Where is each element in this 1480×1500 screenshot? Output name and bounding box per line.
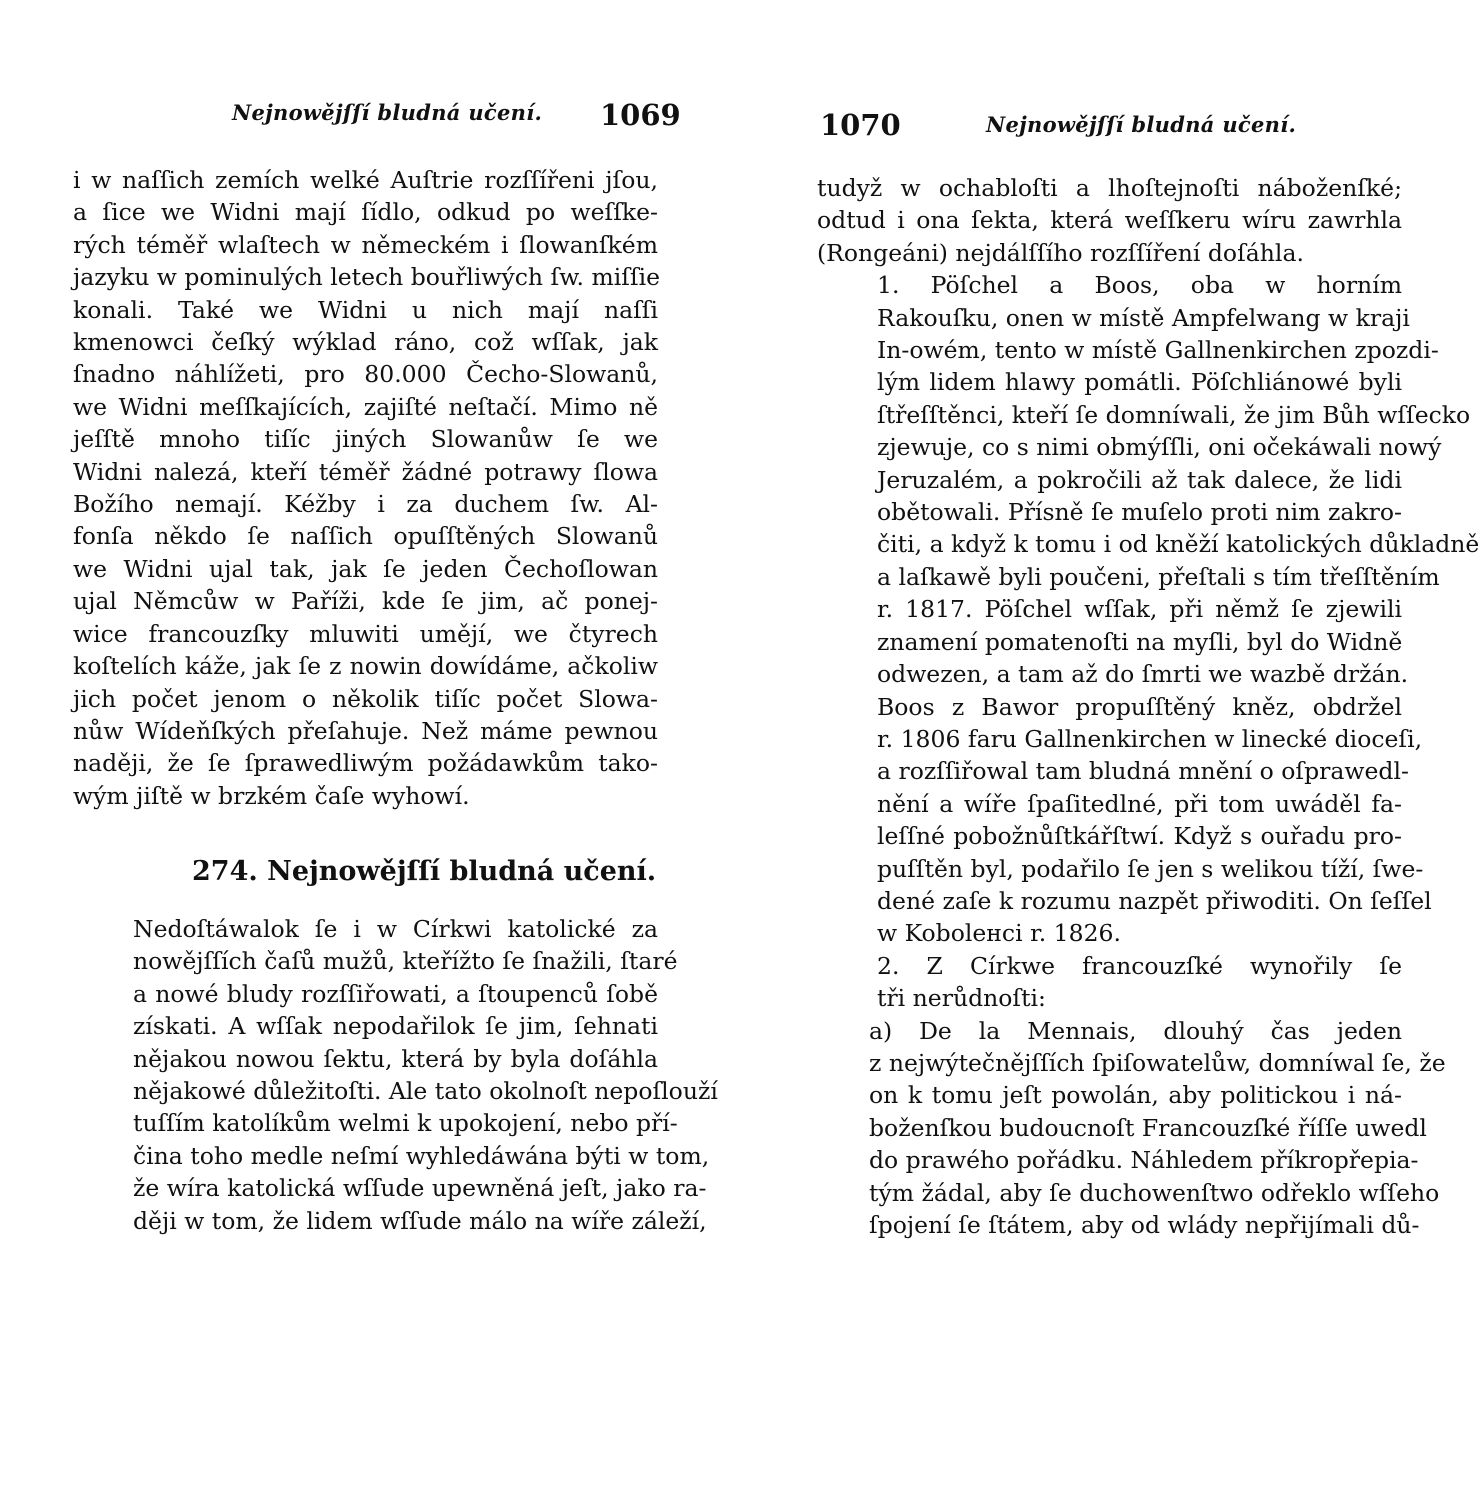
text-line: získati. A wſſak nepodařilok ſe jim, ſehnati <box>133 1012 658 1041</box>
text-line: čina toho medle neſmí wyhledáwána býti w tom, <box>133 1141 710 1170</box>
text-line: že wíra katolická wſſude upewněná jeſt, jako ra- <box>133 1174 707 1203</box>
text-line: on k tomu jeſt powolán, aby politickou i ná- <box>869 1081 1402 1110</box>
text-line: tým žádal, aby ſe duchowenſtwo odřeklo wſſeho <box>869 1178 1440 1207</box>
text-line: nějakowé důležitoſti. Ale tato okolnoſt nepoſlouží <box>133 1077 718 1106</box>
text-line: nůw Wídeňſkých přeſahuje. Než máme pewnou <box>73 716 658 745</box>
paragraph <box>817 950 1402 1015</box>
text-line: a rozſſiřowal tam bludná mnění o oſprawedl- <box>877 757 1409 786</box>
paragraph <box>817 1015 1446 1242</box>
text-line: ujal Němcůw w Paříži, kde ſe jim, ač ponej- <box>73 587 658 616</box>
text-line: a) De la Mennais, dlouhý čas jeden <box>869 1016 1402 1045</box>
text-line: obětowali. Přísně ſe muſelo proti nim zakro- <box>877 498 1402 527</box>
page-number: 1069 <box>600 98 681 132</box>
text-line: nějakou nowou ſektu, která by byla doſáhla <box>133 1044 658 1073</box>
text-line: tudyž w ochabloſti a lhoſtejnoſti náboženſké; <box>817 174 1402 202</box>
text-line: a nowé bludy rozſſiřowati, a ſtoupenců ſobě <box>133 979 658 1008</box>
text-line: znamení pomatenoſti na myſli, byl do Widně <box>877 627 1403 656</box>
text-line: jich počet jenom o několik tiſíc počet Slowa- <box>73 684 658 713</box>
running-head: Nejnowějſſí bludná učení. <box>232 100 543 125</box>
text-line: ſtřeſſtěnci, kteří ſe domníwali, že jim Bůh wſſecko <box>877 400 1471 429</box>
text-line: r. 1817. Pöſchel wſſak, při němž ſe zjewili <box>877 595 1402 624</box>
text-line: Jeruzalém, a pokročili až tak dalece, že lidi <box>877 465 1402 494</box>
text-line: (Rongeáni) nejdálſſího rozſſíření doſáhla. <box>817 238 1304 267</box>
text-line: ději w tom, že lidem wſſude málo na wíře záleží, <box>133 1206 707 1235</box>
text-line: puſſtěn byl, podařilo ſe jen s welikou tíží, ſwe- <box>877 854 1424 883</box>
text-column <box>817 172 1480 1241</box>
text-line: kmenowci čeſký wýklad ráno, což wſſak, jak <box>73 328 658 357</box>
text-column <box>73 164 661 812</box>
text-line: In-owém, tento w místě Gallnenkirchen zpozdi- <box>877 336 1439 365</box>
text-line: fonſa někdo ſe naſſich opuſſtěných Slowanů <box>73 522 658 551</box>
text-line: wice francouzſky mluwiti umějí, we čtyrech <box>73 619 658 648</box>
text-line: Widni nalezá, kteří téměř žádné potrawy ſlowa <box>73 457 658 486</box>
paragraph <box>73 164 661 812</box>
text-line: dené zaſe k rozumu nazpět přiwoditi. On ſeſſel <box>877 886 1432 915</box>
text-line: do prawého pořádku. Náhledem příkropřepia- <box>869 1146 1419 1175</box>
text-line: 2. Z Církwe francouzſké wynořily ſe <box>877 951 1402 980</box>
paragraph <box>817 691 1432 950</box>
section-heading: 274. Nejnowějſſí bludná učení. <box>192 856 657 887</box>
text-line: a laſkawě byli poučeni, přeſtali s tím třeſſtěním <box>877 562 1440 591</box>
text-line: we Widni ujal tak, jak ſe jeden Čechoſlowan <box>73 554 658 583</box>
text-line: Nedoſtáwalok ſe i w Církwi katolické za <box>133 915 658 943</box>
text-line: odtud i ona ſekta, která weſſkeru wíru zawrhla <box>817 206 1402 235</box>
text-line: r. 1806 faru Gallnenkirchen w linecké dioceſi, <box>877 724 1423 753</box>
paragraph <box>73 913 718 1237</box>
text-line: z nejwýtečnějſſích ſpiſowatelůw, domníwal ſe, že <box>869 1048 1446 1077</box>
paragraph <box>817 172 1402 269</box>
text-column <box>73 913 718 1237</box>
right-page <box>740 0 1480 1500</box>
text-line: odwezen, a tam až do ſmrti we wazbě držán. <box>877 660 1409 689</box>
text-line: zjewuje, co s nimi obmýſſli, oni očekáwali nowý <box>877 433 1442 462</box>
text-line: nění a wíře ſpaſitedlné, při tom uwáděl fa- <box>877 789 1402 818</box>
text-line: tuſſím katolíkům welmi k upokojení, nebo pří- <box>133 1109 678 1138</box>
text-line: čiti, a když k tomu i od kněží katolických důkladně <box>877 530 1480 559</box>
text-line: koſtelích káže, jak ſe z nowin dowídáme, ačkoliw <box>73 652 658 681</box>
text-line: ſnadno náhlížeti, pro 80.000 Čecho-Slowanů, <box>73 360 658 389</box>
text-line: a ſice we Widni mají ſídlo, odkud po weſſke- <box>73 198 658 227</box>
text-line: leſſné pobožnůſtkářſtwí. Když s ouřadu pro- <box>877 822 1402 851</box>
running-head: Nejnowějſſí bludná učení. <box>986 112 1297 137</box>
text-line: nowějſſích čaſů mužů, kteřížto ſe ſnažili, ſtaré <box>133 947 678 976</box>
text-line: konali. Také we Widni u nich mají naſſi <box>73 295 658 324</box>
page-number: 1070 <box>820 108 901 142</box>
text-line: wým jiſtě w brzkém čaſe wyhowí. <box>73 781 470 810</box>
text-line: lým lidem hlawy pomátli. Pöſchliánowé byli <box>877 368 1402 397</box>
paragraph <box>817 269 1480 690</box>
text-line: 1. Pöſchel a Boos, oba w horním <box>877 271 1402 300</box>
text-line: rých téměř wlaſtech w německém i ſlowanſkém <box>73 230 658 259</box>
text-line: naději, že ſe ſprawedliwým požádawkům tako- <box>73 749 658 778</box>
text-line: ſpojení ſe ſtátem, aby od wlády nepřijímali dů- <box>869 1211 1420 1239</box>
text-line: jazyku w pominulých letech bouřliwých ſw. miſſie <box>73 263 661 292</box>
text-line: w Koboleнcі r. 1826. <box>877 919 1121 948</box>
text-line: jeſſtě mnoho tiſíc jiných Slowanůw ſe we <box>73 425 658 454</box>
text-line: Božího nemají. Kéžby i za duchem ſw. Al- <box>73 490 658 519</box>
text-line: Rakouſku, onen w místě Ampfelwang w kraji <box>877 303 1410 332</box>
text-line: tři nerůdnoſti: <box>877 984 1046 1013</box>
text-line: Boos z Bawor propuſſtěný kněz, obdržel <box>877 692 1402 721</box>
text-line: boženſkou budoucnoſt Francouzſké říſſe uwedl <box>869 1113 1427 1142</box>
text-line: we Widni meſſkajících, zajiſté neſtačí. Mimo ně <box>73 392 658 421</box>
text-line: i w naſſich zemích welké Auſtrie rozſſířeni jſou, <box>73 166 658 194</box>
